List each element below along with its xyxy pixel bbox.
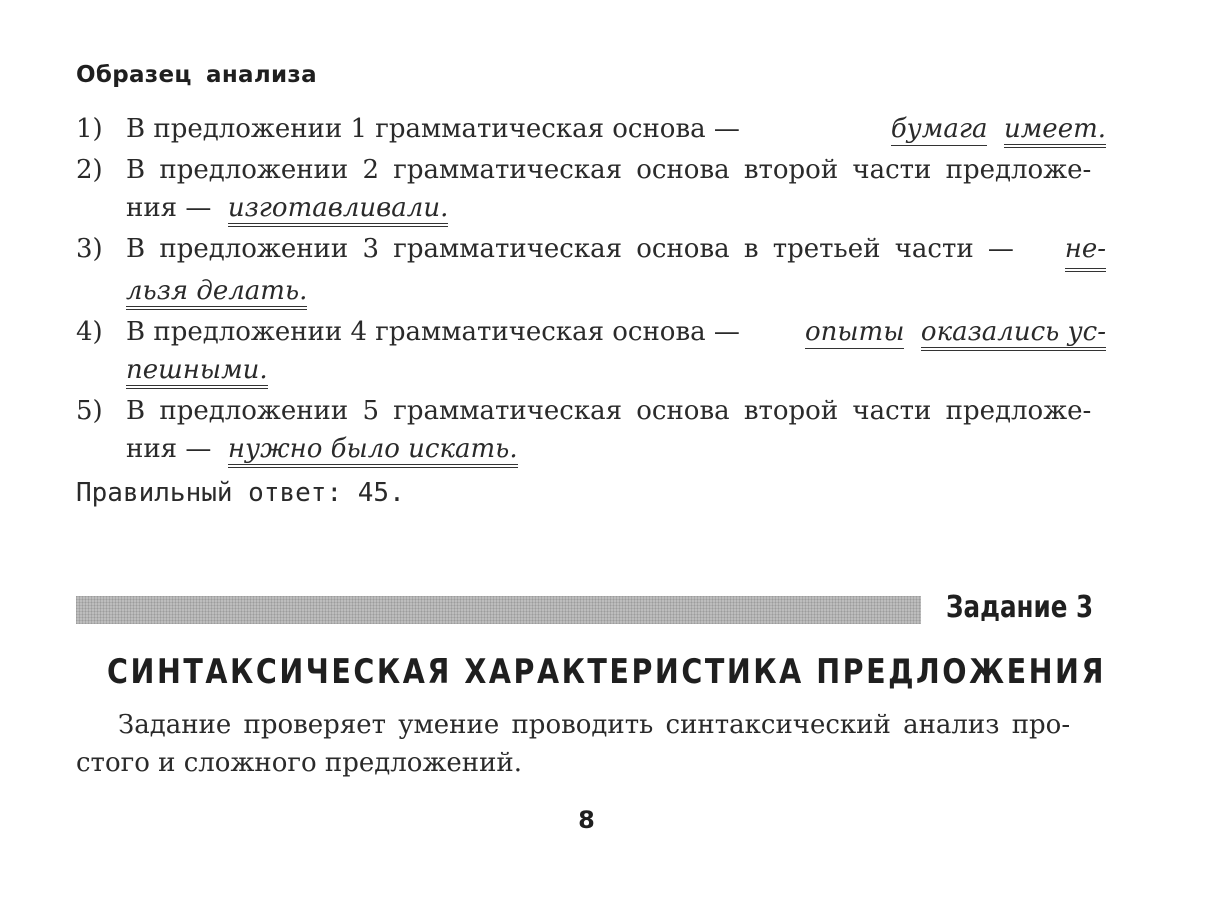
item-line <box>126 151 1106 189</box>
analysis-item-2 <box>76 151 1106 227</box>
description-line <box>76 744 1102 782</box>
item-line-continuation <box>126 351 1106 389</box>
analysis-list <box>76 110 1106 471</box>
page-number: 8 <box>578 806 595 834</box>
item-line-continuation <box>126 189 1106 227</box>
predicate-word: имеет. <box>1004 114 1106 148</box>
subject-word: опыты <box>804 317 905 347</box>
analysis-item-4 <box>76 313 1106 389</box>
analysis-item-1 <box>76 110 1106 148</box>
item-line <box>126 110 1106 148</box>
item-number: 4) <box>76 317 103 347</box>
item-line <box>126 230 1106 272</box>
analysis-item-5 <box>76 392 1106 468</box>
predicate-word: пешными. <box>126 355 268 389</box>
item-number: 3) <box>76 234 103 264</box>
description-text: стого и сложного предложений. <box>76 748 522 778</box>
item-number: 2) <box>76 155 103 185</box>
predicate-word: изготавливали. <box>228 193 449 227</box>
predicate-word: нужно было искать. <box>228 434 518 468</box>
subject-word: бумага <box>890 114 988 144</box>
sample-heading: Образец анализа <box>76 62 317 88</box>
item-line-continuation <box>126 430 1106 468</box>
item-text: В предложении 4 грамматическая основа — <box>126 317 740 347</box>
grammatical-basis <box>891 110 1106 148</box>
item-line <box>126 313 1106 351</box>
item-number: 1) <box>76 114 103 144</box>
item-line <box>126 392 1106 430</box>
description-line <box>76 706 1102 744</box>
item-number: 5) <box>76 396 103 426</box>
item-text: ния — <box>126 434 212 464</box>
predicate-word: льзя делать. <box>126 276 307 310</box>
item-line-continuation <box>126 272 1106 310</box>
task-label: Задание 3 <box>946 590 1094 625</box>
section-title: СИНТАКСИЧЕСКАЯ ХАРАКТЕРИСТИКА ПРЕДЛОЖЕНИЯ <box>107 652 1106 692</box>
item-text: В предложении 1 грамматическая основа — <box>126 114 740 144</box>
item-text: В предложении 2 грамматическая основа второй части предложе- <box>126 155 1092 185</box>
task-description <box>76 706 1102 782</box>
description-text: Задание проверяет умение проводить синтаксический анализ про- <box>118 710 1071 740</box>
task-header-bar <box>76 596 921 624</box>
item-text: ния — <box>126 193 212 223</box>
grammatical-basis <box>805 313 1106 351</box>
predicate-word: не- <box>1065 230 1106 272</box>
correct-answer: Правильный ответ: 45. <box>76 478 405 508</box>
item-text: В предложении 5 грамматическая основа второй части предложе- <box>126 396 1092 426</box>
predicate-word: оказались ус- <box>921 317 1106 351</box>
analysis-item-3 <box>76 230 1106 310</box>
item-text: В предложении 3 грамматическая основа в третьей части — <box>126 234 1014 264</box>
